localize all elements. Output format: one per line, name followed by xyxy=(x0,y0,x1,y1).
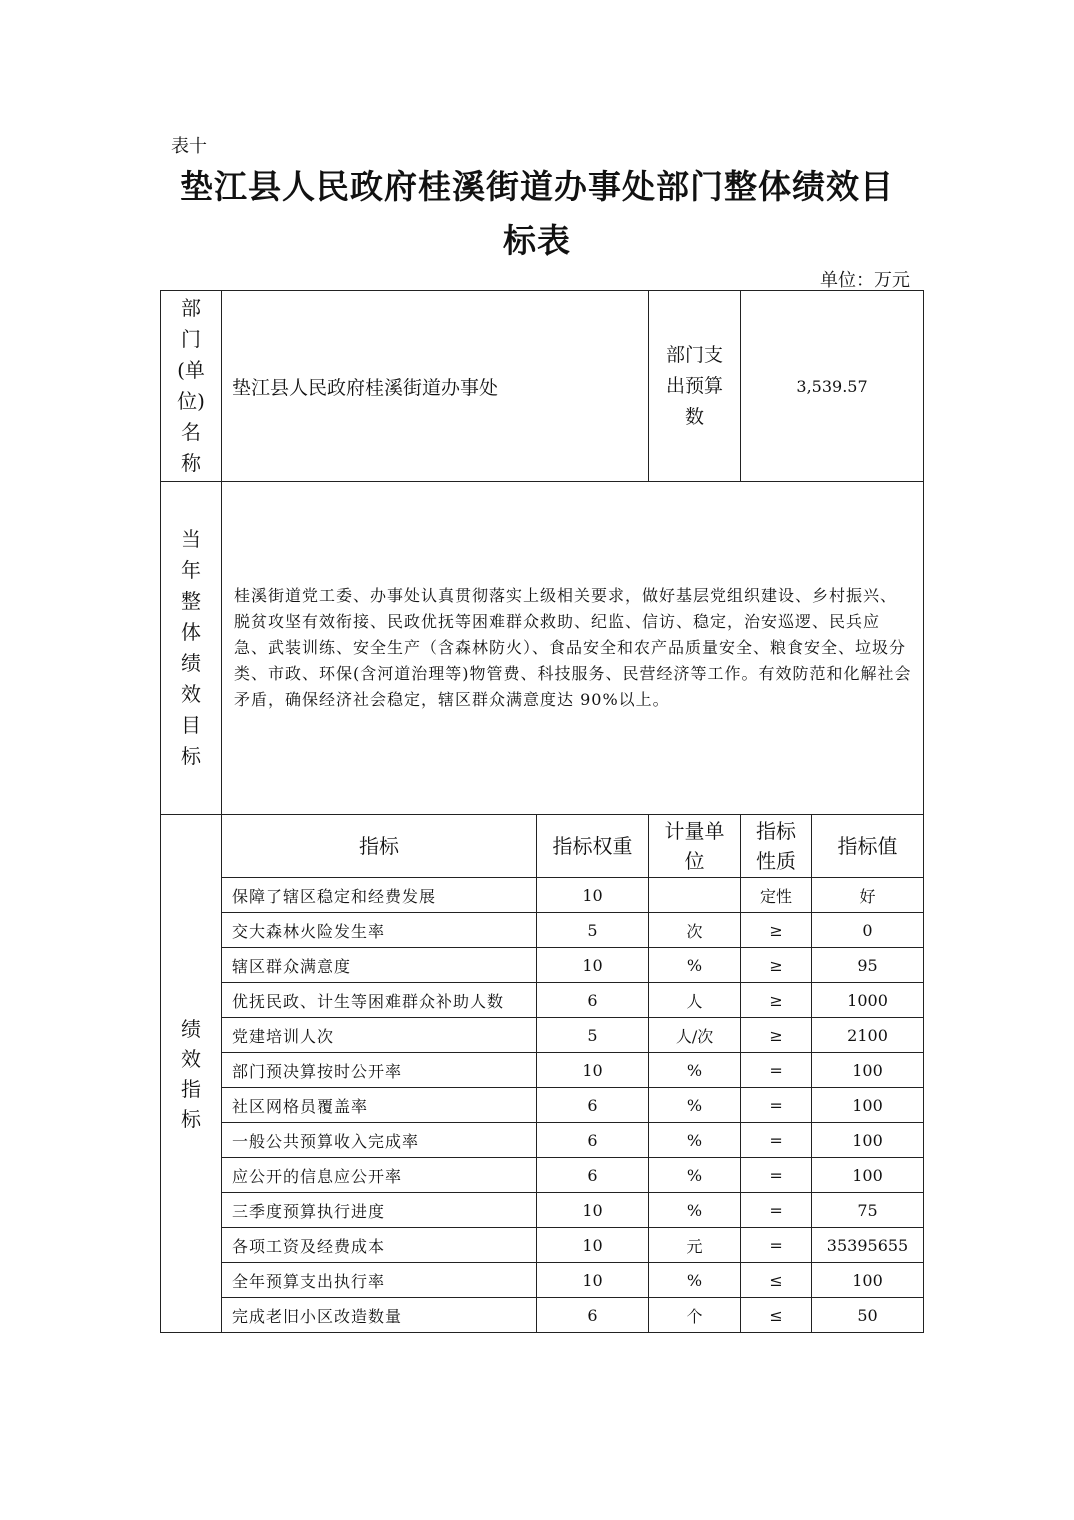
indicator-nature: ≥ xyxy=(741,983,812,1018)
indicator-name: 保障了辖区稳定和经费发展 xyxy=(222,878,537,913)
indicator-unit: 人/次 xyxy=(649,1018,741,1053)
table-row xyxy=(161,913,924,948)
indicator-nature: ≥ xyxy=(741,948,812,983)
indicator-unit: % xyxy=(649,1263,741,1298)
budget-label: 部门支 出预算 数 xyxy=(649,291,741,482)
indicator-unit: % xyxy=(649,1053,741,1088)
indicator-value: 100 xyxy=(812,1088,924,1123)
header-nature: 指标 性质 xyxy=(741,815,812,878)
indicator-weight: 6 xyxy=(537,1158,649,1193)
indicator-weight: 5 xyxy=(537,1018,649,1053)
indicator-unit: % xyxy=(649,1123,741,1158)
indicator-unit: % xyxy=(649,1088,741,1123)
indicator-nature: = xyxy=(741,1123,812,1158)
table-row xyxy=(161,1123,924,1158)
indicator-name: 交大森林火险发生率 xyxy=(222,913,537,948)
indicator-unit: 次 xyxy=(649,913,741,948)
table-tag: 表十 xyxy=(171,136,207,157)
indicator-name: 完成老旧小区改造数量 xyxy=(222,1298,537,1333)
indicator-weight: 10 xyxy=(537,1053,649,1088)
indicator-value: 1000 xyxy=(812,983,924,1018)
indicator-header-row xyxy=(161,815,924,878)
goal-text: 桂溪街道党工委、办事处认真贯彻落实上级相关要求，做好基层党组织建设、乡村振兴、脱贫攻坚有效衔接、民政优抚等困难群众救助、纪监、信访、稳定，治安巡逻、民兵应急、武装训练、安全生产（含森林防火）、食品安全和农产品质量安全、粮食安全、垃圾分类、市政、环保(含河道治理等)物管费、科技服务、民营经济等工作。有效防范和化解社会矛盾，确保经济社会稳定，辖区群众满意度达 90%以上。 xyxy=(222,482,924,815)
indicator-value: 100 xyxy=(812,1263,924,1298)
table-row xyxy=(161,1193,924,1228)
table-row xyxy=(161,1228,924,1263)
indicator-value: 2100 xyxy=(812,1018,924,1053)
indicator-unit: 人 xyxy=(649,983,741,1018)
table-row xyxy=(161,948,924,983)
table-row xyxy=(161,1018,924,1053)
header-value: 指标值 xyxy=(812,815,924,878)
goal-row xyxy=(161,482,924,815)
indicator-unit: % xyxy=(649,1193,741,1228)
dept-row xyxy=(161,291,924,482)
indicator-name: 社区网格员覆盖率 xyxy=(222,1088,537,1123)
header-indicator: 指标 xyxy=(222,815,537,878)
indicator-value: 95 xyxy=(812,948,924,983)
performance-table xyxy=(160,290,924,1333)
indicator-value: 100 xyxy=(812,1053,924,1088)
indicator-name: 辖区群众满意度 xyxy=(222,948,537,983)
header-unit: 计量单 位 xyxy=(649,815,741,878)
indicator-nature: 定性 xyxy=(741,878,812,913)
dept-name: 垫江县人民政府桂溪街道办事处 xyxy=(222,291,649,482)
indicator-weight: 6 xyxy=(537,1088,649,1123)
indicator-nature: ≥ xyxy=(741,913,812,948)
indicator-nature: = xyxy=(741,1228,812,1263)
table-row xyxy=(161,1088,924,1123)
page-title-line2: 标表 xyxy=(503,221,571,260)
table-row xyxy=(161,878,924,913)
page-title-line1: 垫江县人民政府桂溪街道办事处部门整体绩效目 xyxy=(180,167,894,206)
indicator-value: 100 xyxy=(812,1158,924,1193)
goal-label: 当 年 整 体 绩 效 目 标 xyxy=(161,482,222,815)
indicator-value: 好 xyxy=(812,878,924,913)
indicator-name: 三季度预算执行进度 xyxy=(222,1193,537,1228)
indicator-nature: = xyxy=(741,1053,812,1088)
indicator-value: 75 xyxy=(812,1193,924,1228)
indicator-nature: = xyxy=(741,1193,812,1228)
table-row xyxy=(161,1053,924,1088)
indicator-unit: % xyxy=(649,1158,741,1193)
table-row xyxy=(161,1158,924,1193)
indicator-name: 一般公共预算收入完成率 xyxy=(222,1123,537,1158)
indicator-weight: 10 xyxy=(537,1263,649,1298)
indicator-unit xyxy=(649,878,741,913)
indicator-value: 50 xyxy=(812,1298,924,1333)
table-row xyxy=(161,1298,924,1333)
table-row xyxy=(161,1263,924,1298)
indicator-nature: = xyxy=(741,1088,812,1123)
indicator-weight: 10 xyxy=(537,948,649,983)
budget-value: 3,539.57 xyxy=(741,291,924,482)
indicator-unit: % xyxy=(649,948,741,983)
indicator-value: 100 xyxy=(812,1123,924,1158)
indicator-unit: 个 xyxy=(649,1298,741,1333)
indicator-nature: ≤ xyxy=(741,1263,812,1298)
indicator-value: 0 xyxy=(812,913,924,948)
indicator-nature: ≥ xyxy=(741,1018,812,1053)
indicator-weight: 10 xyxy=(537,878,649,913)
indicator-weight: 10 xyxy=(537,1228,649,1263)
indicator-weight: 6 xyxy=(537,1298,649,1333)
indicator-weight: 10 xyxy=(537,1193,649,1228)
indicator-weight: 5 xyxy=(537,913,649,948)
indicator-unit: 元 xyxy=(649,1228,741,1263)
table-row xyxy=(161,983,924,1018)
indicator-name: 优抚民政、计生等困难群众补助人数 xyxy=(222,983,537,1018)
indicator-name: 部门预决算按时公开率 xyxy=(222,1053,537,1088)
unit-note: 单位：万元 xyxy=(820,270,910,291)
header-weight: 指标权重 xyxy=(537,815,649,878)
indicator-nature: = xyxy=(741,1158,812,1193)
indicator-weight: 6 xyxy=(537,983,649,1018)
dept-label: 部 门 (单 位) 名 称 xyxy=(161,291,222,482)
indicator-nature: ≤ xyxy=(741,1298,812,1333)
indicator-label: 绩 效 指 标 xyxy=(161,815,222,1333)
indicator-name: 党建培训人次 xyxy=(222,1018,537,1053)
indicator-value: 35395655 xyxy=(812,1228,924,1263)
indicator-weight: 6 xyxy=(537,1123,649,1158)
indicator-name: 应公开的信息应公开率 xyxy=(222,1158,537,1193)
indicator-name: 各项工资及经费成本 xyxy=(222,1228,537,1263)
indicator-name: 全年预算支出执行率 xyxy=(222,1263,537,1298)
